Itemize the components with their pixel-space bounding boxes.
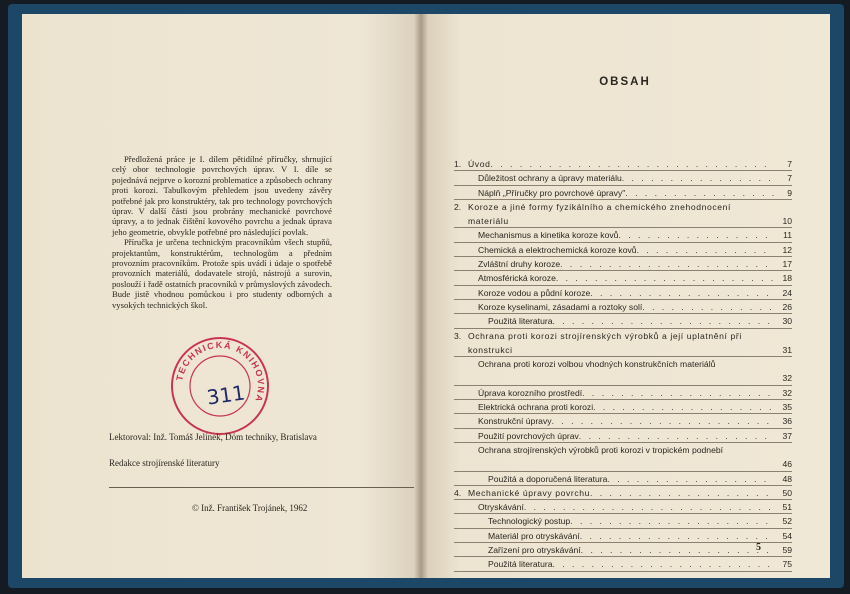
toc-entry-title: Ochrana proti korozi volbou vhodných konstrukčních materiálů [478, 359, 716, 370]
toc-entry-number: 2. [454, 201, 462, 212]
toc-entry-title: Koroze kyselinami, zásadami a roztoky solí [478, 301, 643, 312]
toc-leader-dots [553, 314, 775, 328]
toc-leader-dots [560, 257, 774, 271]
toc-entry-page: 46 [782, 459, 792, 470]
toc-entry-title: Otryskávání [478, 502, 524, 513]
toc-leader-dots [622, 171, 774, 185]
toc-entry-page: 9 [787, 187, 792, 198]
toc-entry [454, 271, 792, 285]
toc-leader-dots [618, 228, 774, 242]
toc-entry [454, 186, 792, 200]
contents-heading: OBSAH [599, 76, 651, 88]
copyright-line: © Inž. František Trojánek, 1962 [192, 503, 308, 513]
toc-entry [454, 429, 792, 443]
toc-entry-page: 24 [782, 287, 792, 298]
right-page [420, 14, 830, 578]
toc-entry [454, 243, 792, 257]
toc-entry-page: 30 [782, 316, 792, 327]
toc-entry-page: 54 [782, 530, 792, 541]
toc-leader-dots [590, 486, 774, 500]
page-number: 5 [756, 542, 761, 553]
toc-entry-title: Použití povrchových úprav [478, 430, 579, 441]
toc-entry [454, 472, 792, 486]
toc-entry-page: 12 [782, 244, 792, 255]
toc-entry-page: 36 [782, 416, 792, 427]
toc-entry-title: Materiál pro otryskávání [488, 530, 580, 541]
toc-entry-title: Použitá a doporučená literatura [488, 473, 608, 484]
toc-leader-dots [579, 429, 774, 443]
toc-leader-dots [625, 186, 774, 200]
stamp-code: 311 [205, 380, 247, 410]
table-of-contents [454, 157, 792, 572]
toc-entry-title: Mechanické úpravy povrchu [468, 487, 590, 498]
toc-entry-page: 31 [782, 344, 792, 355]
toc-leader-dots [637, 243, 774, 257]
toc-entry [454, 529, 792, 543]
toc-entry-page: 18 [782, 273, 792, 284]
toc-entry [454, 257, 792, 271]
toc-leader-dots [553, 557, 775, 571]
toc-entry-page: 59 [782, 545, 792, 556]
toc-entry-title: Technologický postup [488, 516, 571, 527]
toc-leader-dots [582, 386, 774, 400]
toc-leader-dots [581, 543, 774, 557]
intro-paragraph-2: Příručka je určena technickým pracovníkům všech stupňů, projektantům, konstruktérům, technologům a předním provozním pracovníkům. Protože spis uvádí i údaje o spotřebě provozních materiálů, dodavatele strojů, nástrojů a surovin, poslouží i řadě ostatních pracovníků v průmyslových závodech. Bude jistě vhodnou pomůckou i pro studenty odborných a vysokých technických škol. [112, 237, 332, 310]
toc-entry [454, 286, 792, 300]
stamp-ring-text: TECHNICKÁ KNIHOVNA [174, 339, 267, 405]
toc-entry-page: 17 [782, 259, 792, 270]
toc-leader-dots [642, 300, 774, 314]
toc-entry [454, 157, 792, 171]
toc-entry-number: 4. [454, 487, 462, 498]
toc-leader-dots [590, 286, 774, 300]
toc-leader-dots [552, 414, 774, 428]
toc-entry-page: 51 [782, 502, 792, 513]
toc-entry [454, 314, 792, 328]
toc-entry [454, 228, 792, 242]
toc-entry-title: Koroze a jiné formy fyzikálního a chemického znehodnocení materiálu [468, 201, 732, 227]
toc-entry-page: 48 [782, 473, 792, 484]
toc-entry-number: 1. [454, 159, 462, 169]
toc-entry [454, 300, 792, 314]
toc-entry-page: 52 [782, 516, 792, 527]
toc-entry [454, 171, 792, 185]
toc-entry-page: 7 [787, 173, 792, 184]
toc-entry [454, 414, 792, 428]
toc-leader-dots [593, 400, 774, 414]
toc-entry-title: Použitá literatura [488, 559, 553, 570]
editorial-line: Redakce strojírenské literatury [109, 458, 220, 468]
toc-entry-title: Chemická a elektrochemická koroze kovů [478, 244, 637, 255]
library-stamp [168, 334, 272, 438]
toc-leader-dots [607, 472, 774, 486]
toc-entry [454, 200, 792, 229]
toc-entry-page: 75 [782, 559, 792, 570]
toc-entry-page: 32 [782, 387, 792, 398]
left-page [22, 14, 420, 578]
divider [109, 487, 414, 488]
toc-entry-number: 3. [454, 330, 462, 341]
toc-entry-title: Elektrická ochrana proti korozi [478, 402, 594, 413]
toc-entry-title: Mechanismus a kinetika koroze kovů [478, 230, 619, 241]
toc-entry-title: Zařízení pro otryskávání [488, 545, 581, 556]
toc-leader-dots [556, 271, 774, 285]
toc-entry-title: Úprava korozního prostředí [478, 387, 583, 398]
toc-entry-title: Atmosférická koroze [478, 273, 556, 284]
toc-entry-page: 11 [783, 230, 792, 241]
toc-entry [454, 514, 792, 528]
toc-entry [454, 443, 792, 472]
toc-entry-title: Koroze vodou a půdní koroze [478, 287, 591, 298]
reviewer-line: Lektoroval: Inž. Tomáš Jelínek, Dóm techniky, Bratislava [109, 432, 317, 442]
toc-entry [454, 557, 792, 571]
toc-entry-title: Konstrukční úpravy [478, 416, 552, 427]
toc-leader-dots [570, 514, 774, 528]
toc-entry-title: Zvláštní druhy koroze [478, 259, 561, 270]
toc-entry-title: Ochrana proti korozi strojírenských výrobků a její uplatnění při konstrukci [468, 330, 742, 355]
toc-entry [454, 400, 792, 414]
toc-entry [454, 386, 792, 400]
toc-entry-title: Úvod [468, 159, 491, 169]
toc-entry [454, 357, 792, 386]
toc-entry-title: Důležitost ochrany a úpravy materiálu [478, 173, 622, 184]
intro-paragraph-1: Předložená práce je I. dílem pětidílné příručky, shrnující celý obor technologie povrchových úprav. V I. díle se pojednává nejprve o korozní problematice a způsobech ochrany proti korozi. Tabulkovým přehledem jsou uvedeny závěry potřebné jak pro konstruktéry, tak pro technology povrchových úprav. V další části jsou probrány mechanické povrchové úpravy, a to jednak čištění kovového povrchu a jednak úprava jeho geometrie, obvykle potřebné pro následující povlak. [112, 154, 332, 237]
toc-entry-page: 26 [782, 301, 792, 312]
toc-entry-page: 50 [782, 487, 792, 498]
toc-leader-dots [490, 157, 774, 171]
toc-entry [454, 486, 792, 500]
toc-entry-title: Náplň „Příručky pro povrchové úpravy" [478, 187, 626, 198]
toc-entry [454, 500, 792, 514]
book-gutter [414, 14, 428, 578]
toc-entry-page: 32 [782, 373, 792, 384]
toc-entry [454, 329, 792, 358]
toc-entry-page: 37 [782, 430, 792, 441]
toc-entry-title: Použitá literatura [488, 316, 553, 327]
toc-leader-dots [580, 529, 774, 543]
toc-entry-title: Ochrana strojírenských výrobků proti korozi v tropickém podnebí [478, 444, 724, 455]
toc-entry-page: 10 [782, 216, 792, 227]
toc-entry-page: 7 [787, 159, 792, 169]
toc-entry-page: 35 [782, 402, 792, 413]
toc-entry [454, 543, 792, 557]
intro-text [112, 154, 332, 310]
toc-leader-dots [524, 500, 774, 514]
